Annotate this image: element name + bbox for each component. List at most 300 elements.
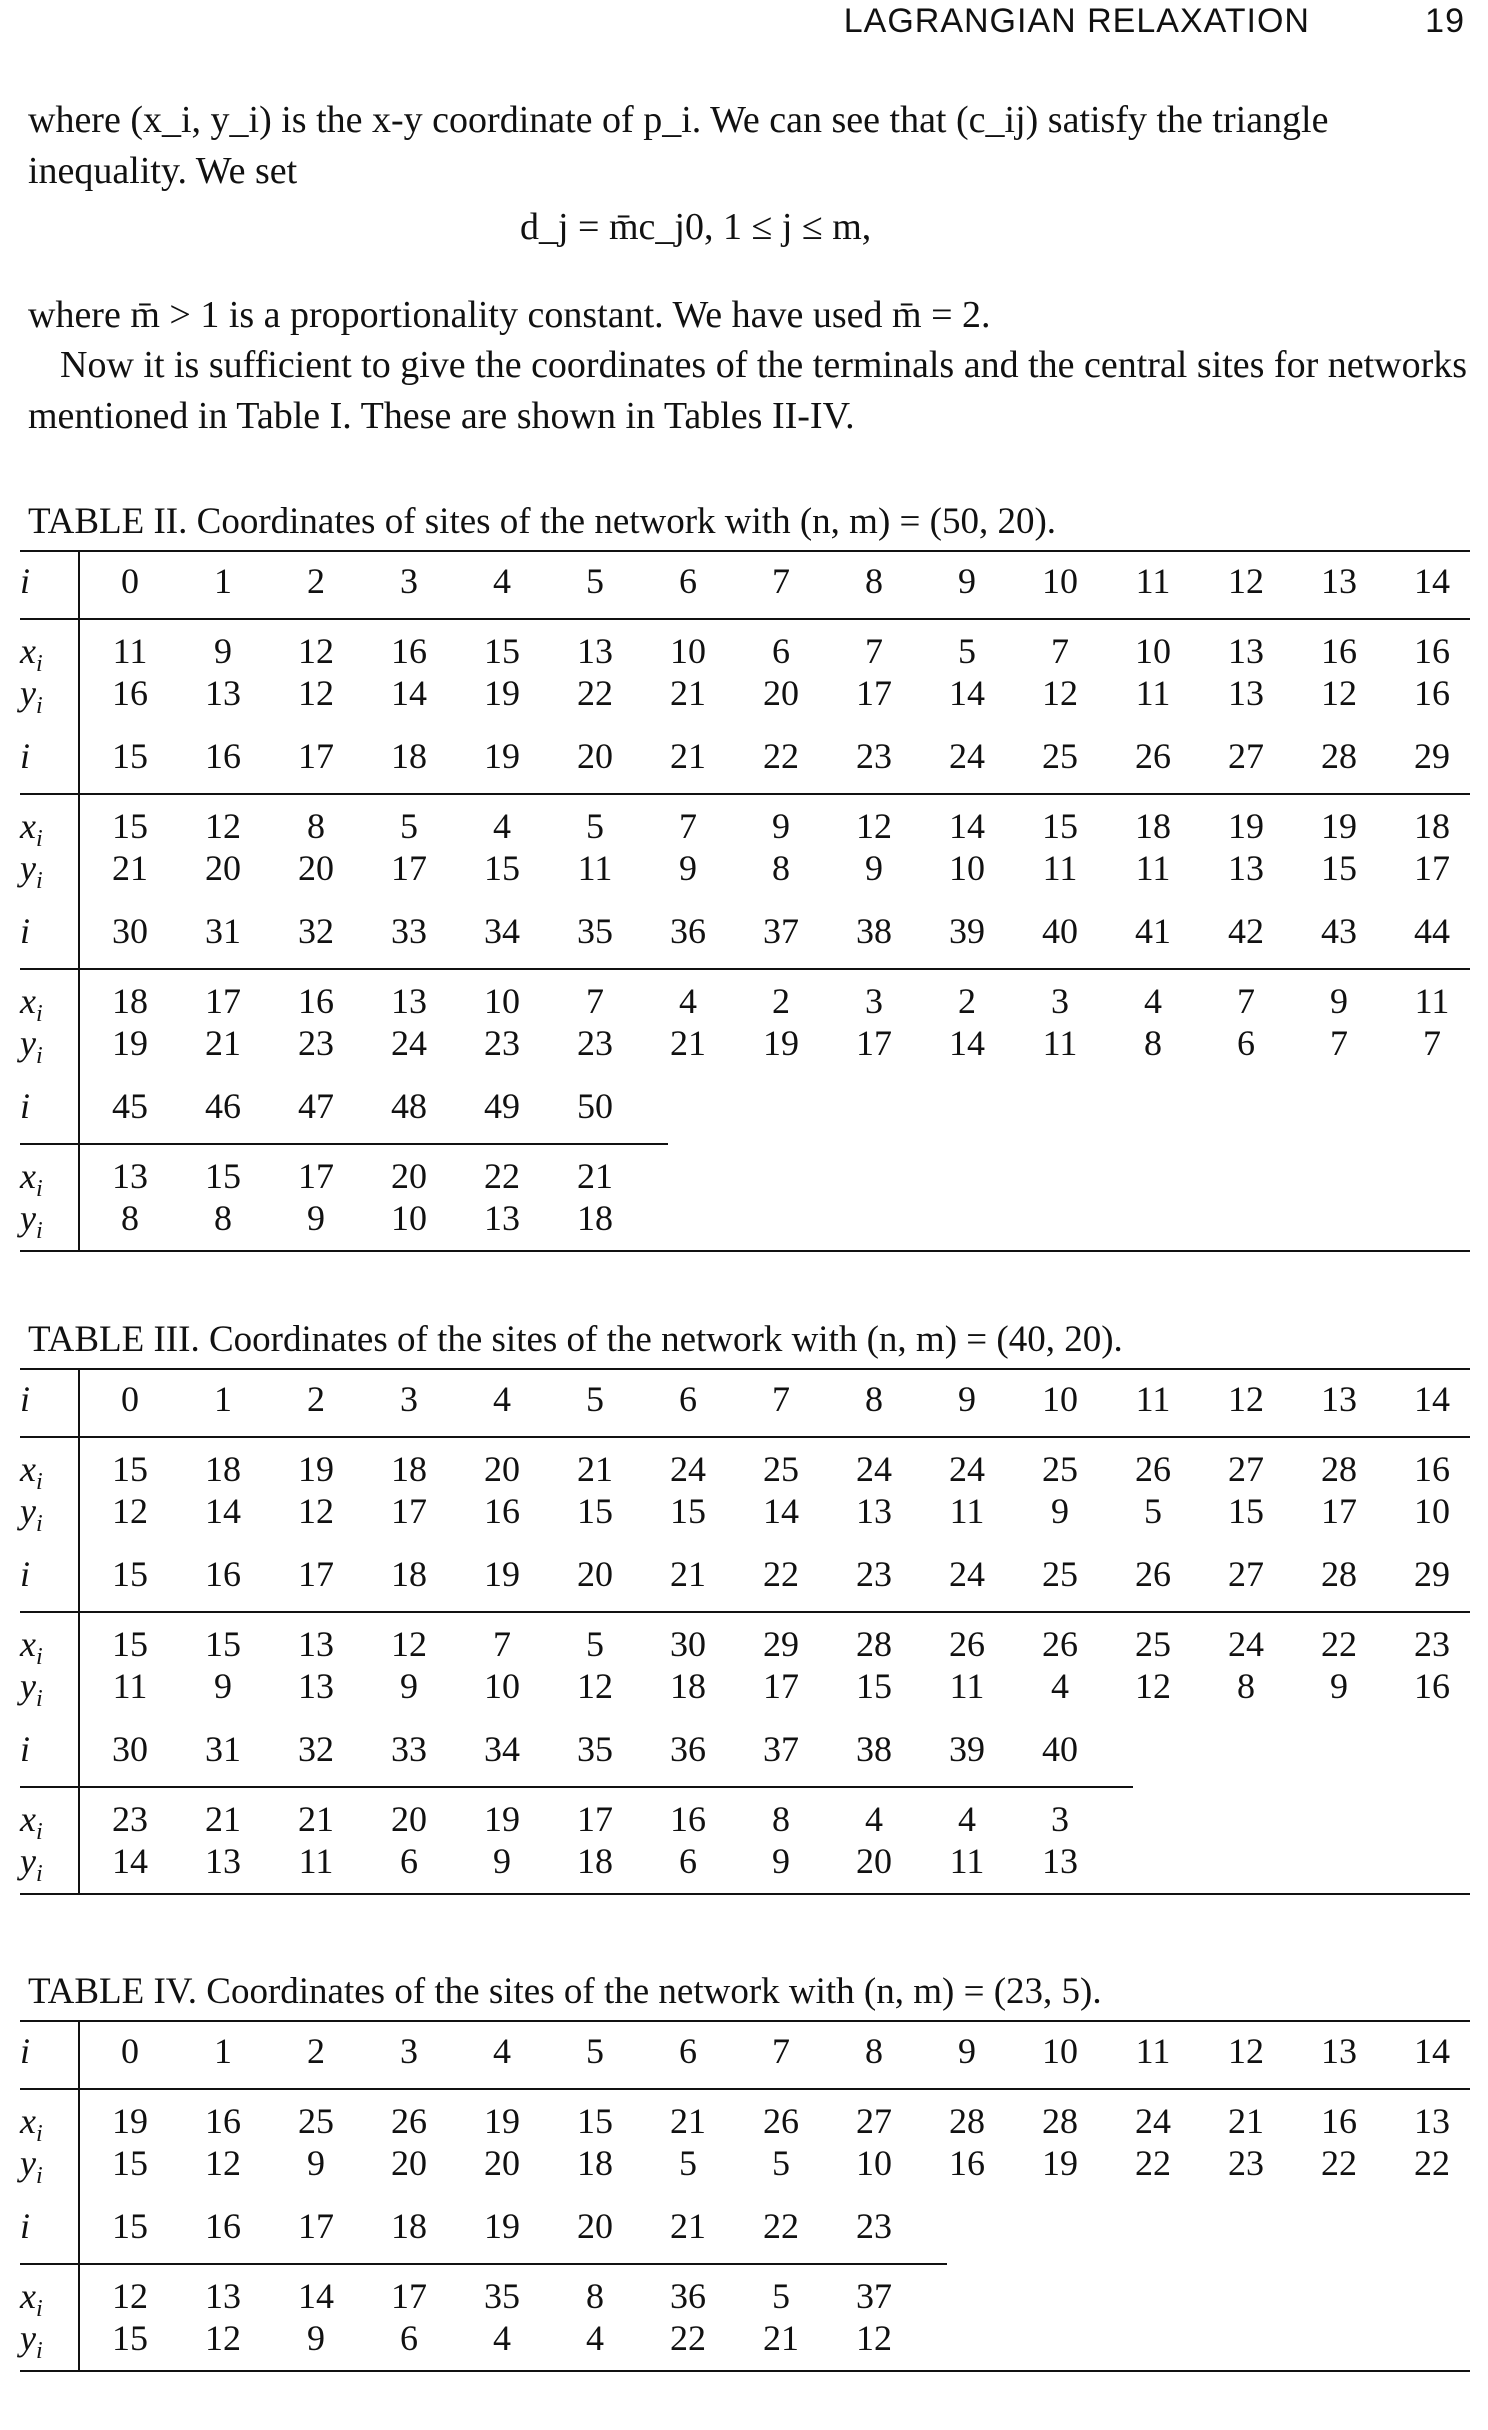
y-coordinate-cell: 11	[949, 1491, 985, 1531]
index-cell: 2	[307, 2031, 325, 2071]
y-coordinate-cell: 21	[112, 848, 148, 888]
x-coordinate-cell: 16	[205, 2101, 241, 2141]
x-coordinate-cell: 17	[205, 981, 241, 1021]
x-coordinate-cell: 15	[112, 1449, 148, 1489]
x-coordinate-cell: 23	[112, 1799, 148, 1839]
x-coordinate-cell: 8	[586, 2276, 604, 2316]
x-coordinate-cell: 19	[1228, 806, 1264, 846]
y-coordinate-cell: 16	[484, 1491, 520, 1531]
row-label-y: $y_i$	[20, 848, 43, 895]
row-label-x: $x_i$	[20, 806, 43, 853]
table-rule	[20, 1611, 1470, 1613]
row-label-y: $y_i$	[20, 1198, 43, 1245]
x-coordinate-cell: 15	[205, 1624, 241, 1664]
x-coordinate-cell: 14	[949, 806, 985, 846]
y-coordinate-cell: 11	[1135, 673, 1171, 713]
paragraph-1: where (x_i, y_i) is the x-y coordinate of p_i. We can see that (c_ij) satisfy the triangle inequality. We set	[28, 99, 1329, 192]
paragraph-3: Now it is sufficient to give the coordinates of the terminals and the central sites for networks mentioned in Table I. These are shown in Tables II-IV.	[28, 344, 1468, 437]
equation: d_j = m̄c_j0, 1 ≤ j ≤ m,	[520, 206, 872, 248]
index-cell: 12	[1228, 2031, 1264, 2071]
x-coordinate-cell: 26	[391, 2101, 427, 2141]
x-coordinate-cell: 21	[1228, 2101, 1264, 2141]
x-coordinate-cell: 3	[1051, 981, 1069, 1021]
index-cell: 9	[958, 1379, 976, 1419]
x-coordinate-cell: 5	[586, 1624, 604, 1664]
index-cell: 7	[772, 561, 790, 601]
x-coordinate-cell: 25	[1042, 1449, 1078, 1489]
index-cell: 38	[856, 1729, 892, 1769]
y-coordinate-cell: 13	[1228, 848, 1264, 888]
index-cell: 11	[1135, 561, 1171, 601]
x-coordinate-cell: 7	[1051, 631, 1069, 671]
row-label-i: i	[20, 1379, 31, 1419]
index-cell: 23	[856, 736, 892, 776]
row-label-i: i	[20, 1729, 31, 1769]
index-cell: 16	[205, 2206, 241, 2246]
y-coordinate-cell: 18	[577, 1198, 613, 1238]
index-cell: 5	[586, 561, 604, 601]
index-cell: 49	[484, 1086, 520, 1126]
x-coordinate-cell: 13	[1228, 631, 1264, 671]
index-cell: 36	[670, 1729, 706, 1769]
y-coordinate-cell: 15	[112, 2318, 148, 2358]
index-cell: 22	[763, 2206, 799, 2246]
y-coordinate-cell: 24	[391, 1023, 427, 1063]
x-coordinate-cell: 4	[1144, 981, 1162, 1021]
index-cell: 44	[1414, 911, 1450, 951]
index-cell: 16	[205, 736, 241, 776]
y-coordinate-cell: 5	[1144, 1491, 1162, 1531]
table-rule	[20, 2263, 947, 2265]
x-coordinate-cell: 5	[772, 2276, 790, 2316]
table-rule	[20, 550, 1470, 552]
y-coordinate-cell: 13	[1042, 1841, 1078, 1881]
x-coordinate-cell: 19	[484, 1799, 520, 1839]
page-number: 19	[1425, 2, 1465, 40]
y-coordinate-cell: 20	[298, 848, 334, 888]
index-cell: 23	[856, 2206, 892, 2246]
y-coordinate-cell: 8	[121, 1198, 139, 1238]
index-cell: 10	[1042, 2031, 1078, 2071]
x-coordinate-cell: 12	[391, 1624, 427, 1664]
row-label-x: $x_i$	[20, 2101, 43, 2148]
index-cell: 43	[1321, 911, 1357, 951]
x-coordinate-cell: 7	[679, 806, 697, 846]
x-coordinate-cell: 16	[1321, 631, 1357, 671]
y-coordinate-cell: 7	[1423, 1023, 1441, 1063]
index-cell: 20	[577, 736, 613, 776]
y-coordinate-cell: 10	[949, 848, 985, 888]
y-coordinate-cell: 14	[763, 1491, 799, 1531]
x-coordinate-cell: 20	[391, 1799, 427, 1839]
y-coordinate-cell: 9	[307, 2143, 325, 2183]
index-cell: 0	[121, 2031, 139, 2071]
index-cell: 45	[112, 1086, 148, 1126]
x-coordinate-cell: 12	[856, 806, 892, 846]
y-coordinate-cell: 9	[214, 1666, 232, 1706]
x-coordinate-cell: 21	[577, 1156, 613, 1196]
x-coordinate-cell: 13	[112, 1156, 148, 1196]
running-head-title: LAGRANGIAN RELAXATION	[843, 2, 1310, 40]
row-label-i: i	[20, 736, 31, 776]
y-coordinate-cell: 18	[577, 2143, 613, 2183]
x-coordinate-cell: 22	[484, 1156, 520, 1196]
y-coordinate-cell: 14	[949, 1023, 985, 1063]
y-coordinate-cell: 17	[763, 1666, 799, 1706]
y-coordinate-cell: 9	[400, 1666, 418, 1706]
x-coordinate-cell: 19	[298, 1449, 334, 1489]
x-coordinate-cell: 5	[958, 631, 976, 671]
index-cell: 3	[400, 561, 418, 601]
y-coordinate-cell: 15	[856, 1666, 892, 1706]
x-coordinate-cell: 15	[205, 1156, 241, 1196]
x-coordinate-cell: 3	[865, 981, 883, 1021]
row-label-i: i	[20, 2031, 31, 2071]
x-coordinate-cell: 13	[205, 2276, 241, 2316]
y-coordinate-cell: 16	[949, 2143, 985, 2183]
x-coordinate-cell: 21	[298, 1799, 334, 1839]
y-coordinate-cell: 10	[1414, 1491, 1450, 1531]
index-cell: 10	[1042, 1379, 1078, 1419]
index-cell: 34	[484, 1729, 520, 1769]
x-coordinate-cell: 10	[670, 631, 706, 671]
x-coordinate-cell: 18	[1135, 806, 1171, 846]
y-coordinate-cell: 8	[772, 848, 790, 888]
x-coordinate-cell: 29	[763, 1624, 799, 1664]
x-coordinate-cell: 4	[958, 1799, 976, 1839]
y-coordinate-cell: 19	[763, 1023, 799, 1063]
x-coordinate-cell: 24	[1135, 2101, 1171, 2141]
index-cell: 23	[856, 1554, 892, 1594]
table-caption-text: Coordinates of sites of the network with (n, m) = (50, 20).	[196, 501, 1057, 542]
table-rule	[20, 2088, 1470, 2090]
y-coordinate-cell: 18	[670, 1666, 706, 1706]
y-coordinate-cell: 19	[1042, 2143, 1078, 2183]
y-coordinate-cell: 14	[949, 673, 985, 713]
x-coordinate-cell: 15	[1042, 806, 1078, 846]
x-coordinate-cell: 22	[1321, 1624, 1357, 1664]
x-coordinate-cell: 37	[856, 2276, 892, 2316]
x-coordinate-cell: 25	[298, 2101, 334, 2141]
index-cell: 19	[484, 1554, 520, 1594]
y-coordinate-cell: 23	[577, 1023, 613, 1063]
table-rule	[20, 2370, 1470, 2372]
row-label-y: $y_i$	[20, 673, 43, 720]
y-coordinate-cell: 11	[1135, 848, 1171, 888]
y-coordinate-cell: 15	[670, 1491, 706, 1531]
x-coordinate-cell: 19	[112, 2101, 148, 2141]
y-coordinate-cell: 13	[1228, 673, 1264, 713]
x-coordinate-cell: 16	[1414, 1449, 1450, 1489]
x-coordinate-cell: 24	[670, 1449, 706, 1489]
table-caption-text: Coordinates of the sites of the network with (n, m) = (40, 20).	[208, 1319, 1123, 1360]
index-cell: 9	[958, 561, 976, 601]
y-coordinate-cell: 12	[1321, 673, 1357, 713]
index-cell: 20	[577, 1554, 613, 1594]
x-coordinate-cell: 4	[865, 1799, 883, 1839]
index-cell: 8	[865, 1379, 883, 1419]
y-coordinate-cell: 8	[1144, 1023, 1162, 1063]
table-rule	[20, 968, 1470, 970]
y-coordinate-cell: 9	[1051, 1491, 1069, 1531]
index-cell: 0	[121, 561, 139, 601]
index-cell: 5	[586, 1379, 604, 1419]
x-coordinate-cell: 18	[205, 1449, 241, 1489]
index-cell: 21	[670, 1554, 706, 1594]
index-cell: 13	[1321, 561, 1357, 601]
x-coordinate-cell: 25	[763, 1449, 799, 1489]
index-cell: 7	[772, 2031, 790, 2071]
index-cell: 1	[214, 2031, 232, 2071]
x-coordinate-cell: 21	[577, 1449, 613, 1489]
y-coordinate-cell: 4	[493, 2318, 511, 2358]
x-coordinate-cell: 16	[1414, 631, 1450, 671]
x-coordinate-cell: 21	[670, 2101, 706, 2141]
row-label-i: i	[20, 2206, 31, 2246]
index-cell: 8	[865, 561, 883, 601]
x-coordinate-cell: 9	[772, 806, 790, 846]
x-coordinate-cell: 28	[1042, 2101, 1078, 2141]
x-coordinate-cell: 7	[1237, 981, 1255, 1021]
y-coordinate-cell: 14	[205, 1491, 241, 1531]
x-coordinate-cell: 23	[1414, 1624, 1450, 1664]
y-coordinate-cell: 12	[205, 2143, 241, 2183]
x-coordinate-cell: 7	[865, 631, 883, 671]
x-coordinate-cell: 24	[856, 1449, 892, 1489]
index-cell: 31	[205, 1729, 241, 1769]
index-cell: 2	[307, 1379, 325, 1419]
y-coordinate-cell: 17	[856, 1023, 892, 1063]
x-coordinate-cell: 11	[1414, 981, 1450, 1021]
row-label-x: $x_i$	[20, 981, 43, 1028]
row-label-x: $x_i$	[20, 1624, 43, 1671]
index-cell: 22	[763, 1554, 799, 1594]
index-cell: 34	[484, 911, 520, 951]
row-label-y: $y_i$	[20, 2143, 43, 2190]
x-coordinate-cell: 24	[949, 1449, 985, 1489]
y-coordinate-cell: 16	[1414, 1666, 1450, 1706]
row-label-i: i	[20, 1086, 31, 1126]
index-cell: 24	[949, 736, 985, 776]
y-coordinate-cell: 15	[484, 848, 520, 888]
x-coordinate-cell: 8	[307, 806, 325, 846]
index-cell: 18	[391, 736, 427, 776]
x-coordinate-cell: 28	[856, 1624, 892, 1664]
y-coordinate-cell: 23	[1228, 2143, 1264, 2183]
index-cell: 3	[400, 2031, 418, 2071]
y-coordinate-cell: 12	[205, 2318, 241, 2358]
y-coordinate-cell: 15	[1228, 1491, 1264, 1531]
x-coordinate-cell: 15	[112, 806, 148, 846]
y-coordinate-cell: 4	[1051, 1666, 1069, 1706]
y-coordinate-cell: 6	[400, 2318, 418, 2358]
running-head	[0, 2, 1470, 42]
index-cell: 40	[1042, 1729, 1078, 1769]
index-cell: 21	[670, 736, 706, 776]
table-rule	[20, 1893, 1470, 1895]
y-coordinate-cell: 9	[772, 1841, 790, 1881]
y-coordinate-cell: 20	[205, 848, 241, 888]
y-coordinate-cell: 9	[865, 848, 883, 888]
y-coordinate-cell: 14	[391, 673, 427, 713]
index-cell: 4	[493, 2031, 511, 2071]
y-coordinate-cell: 17	[391, 848, 427, 888]
y-coordinate-cell: 7	[1330, 1023, 1348, 1063]
index-cell: 18	[391, 1554, 427, 1594]
y-coordinate-cell: 20	[484, 2143, 520, 2183]
row-label-i: i	[20, 911, 31, 951]
y-coordinate-cell: 10	[856, 2143, 892, 2183]
table-caption-text: Coordinates of the sites of the network with (n, m) = (23, 5).	[206, 1971, 1102, 2012]
y-coordinate-cell: 11	[949, 1841, 985, 1881]
row-label-y: $y_i$	[20, 1491, 43, 1538]
y-coordinate-cell: 6	[1237, 1023, 1255, 1063]
y-coordinate-cell: 9	[679, 848, 697, 888]
y-coordinate-cell: 6	[679, 1841, 697, 1881]
y-coordinate-cell: 4	[586, 2318, 604, 2358]
index-cell: 35	[577, 1729, 613, 1769]
index-cell: 32	[298, 1729, 334, 1769]
row-label-i: i	[20, 1554, 31, 1594]
index-cell: 29	[1414, 1554, 1450, 1594]
x-coordinate-cell: 14	[298, 2276, 334, 2316]
index-cell: 22	[763, 736, 799, 776]
y-coordinate-cell: 15	[577, 1491, 613, 1531]
y-coordinate-cell: 13	[205, 1841, 241, 1881]
table-rule	[20, 1368, 1470, 1370]
index-cell: 19	[484, 2206, 520, 2246]
x-coordinate-cell: 8	[772, 1799, 790, 1839]
index-cell: 48	[391, 1086, 427, 1126]
x-coordinate-cell: 27	[856, 2101, 892, 2141]
y-coordinate-cell: 11	[949, 1666, 985, 1706]
y-coordinate-cell: 13	[298, 1666, 334, 1706]
y-coordinate-cell: 6	[400, 1841, 418, 1881]
x-coordinate-cell: 15	[577, 2101, 613, 2141]
index-cell: 17	[298, 2206, 334, 2246]
table-rule	[20, 2020, 1470, 2022]
index-cell: 3	[400, 1379, 418, 1419]
x-coordinate-cell: 26	[763, 2101, 799, 2141]
y-coordinate-cell: 16	[1414, 673, 1450, 713]
row-label-y: $y_i$	[20, 1666, 43, 1713]
x-coordinate-cell: 2	[772, 981, 790, 1021]
y-coordinate-cell: 22	[1321, 2143, 1357, 2183]
index-cell: 33	[391, 1729, 427, 1769]
y-coordinate-cell: 21	[670, 673, 706, 713]
x-coordinate-cell: 25	[1135, 1624, 1171, 1664]
index-cell: 13	[1321, 2031, 1357, 2071]
x-coordinate-cell: 16	[670, 1799, 706, 1839]
x-coordinate-cell: 15	[484, 631, 520, 671]
x-coordinate-cell: 30	[670, 1624, 706, 1664]
index-cell: 30	[112, 911, 148, 951]
y-coordinate-cell: 12	[112, 1491, 148, 1531]
index-cell: 26	[1135, 736, 1171, 776]
x-coordinate-cell: 36	[670, 2276, 706, 2316]
x-coordinate-cell: 12	[205, 806, 241, 846]
index-cell: 4	[493, 1379, 511, 1419]
y-coordinate-cell: 13	[484, 1198, 520, 1238]
index-cell: 29	[1414, 736, 1450, 776]
table-rule	[20, 1786, 1133, 1788]
y-coordinate-cell: 22	[1414, 2143, 1450, 2183]
y-coordinate-cell: 20	[763, 673, 799, 713]
index-cell: 12	[1228, 561, 1264, 601]
y-coordinate-cell: 5	[772, 2143, 790, 2183]
x-coordinate-cell: 12	[298, 631, 334, 671]
x-coordinate-cell: 28	[949, 2101, 985, 2141]
x-coordinate-cell: 13	[1414, 2101, 1450, 2141]
y-coordinate-cell: 12	[298, 1491, 334, 1531]
index-cell: 17	[298, 1554, 334, 1594]
x-coordinate-cell: 20	[484, 1449, 520, 1489]
x-coordinate-cell: 9	[1330, 981, 1348, 1021]
index-cell: 16	[205, 1554, 241, 1594]
y-coordinate-cell: 15	[1321, 848, 1357, 888]
x-coordinate-cell: 17	[391, 2276, 427, 2316]
x-coordinate-cell: 17	[298, 1156, 334, 1196]
y-coordinate-cell: 12	[1042, 673, 1078, 713]
index-cell: 5	[586, 2031, 604, 2071]
index-cell: 12	[1228, 1379, 1264, 1419]
y-coordinate-cell: 13	[205, 673, 241, 713]
x-coordinate-cell: 16	[391, 631, 427, 671]
table-caption	[28, 1970, 1102, 2013]
y-coordinate-cell: 12	[856, 2318, 892, 2358]
index-cell: 11	[1135, 2031, 1171, 2071]
row-label-y: $y_i$	[20, 1023, 43, 1070]
index-cell: 20	[577, 2206, 613, 2246]
y-coordinate-cell: 17	[391, 1491, 427, 1531]
y-coordinate-cell: 16	[112, 673, 148, 713]
y-coordinate-cell: 10	[484, 1666, 520, 1706]
index-cell: 15	[112, 2206, 148, 2246]
index-cell: 35	[577, 911, 613, 951]
x-coordinate-cell: 18	[112, 981, 148, 1021]
x-coordinate-cell: 4	[679, 981, 697, 1021]
x-coordinate-cell: 12	[112, 2276, 148, 2316]
y-coordinate-cell: 10	[391, 1198, 427, 1238]
x-coordinate-cell: 9	[214, 631, 232, 671]
y-coordinate-cell: 21	[763, 2318, 799, 2358]
y-coordinate-cell: 9	[493, 1841, 511, 1881]
index-cell: 4	[493, 561, 511, 601]
index-cell: 26	[1135, 1554, 1171, 1594]
x-coordinate-cell: 16	[1321, 2101, 1357, 2141]
x-coordinate-cell: 10	[484, 981, 520, 1021]
index-cell: 0	[121, 1379, 139, 1419]
table-vertical-rule	[78, 2020, 80, 2370]
x-coordinate-cell: 17	[577, 1799, 613, 1839]
table-rule	[20, 1436, 1470, 1438]
index-cell: 17	[298, 736, 334, 776]
index-cell: 30	[112, 1729, 148, 1769]
x-coordinate-cell: 7	[586, 981, 604, 1021]
x-coordinate-cell: 5	[586, 806, 604, 846]
x-coordinate-cell: 21	[205, 1799, 241, 1839]
row-label-x: $x_i$	[20, 1449, 43, 1496]
y-coordinate-cell: 15	[112, 2143, 148, 2183]
index-cell: 33	[391, 911, 427, 951]
y-coordinate-cell: 11	[1042, 1023, 1078, 1063]
index-cell: 27	[1228, 736, 1264, 776]
x-coordinate-cell: 15	[112, 1624, 148, 1664]
y-coordinate-cell: 17	[856, 673, 892, 713]
index-cell: 21	[670, 2206, 706, 2246]
row-label-i: i	[20, 561, 31, 601]
index-cell: 6	[679, 2031, 697, 2071]
